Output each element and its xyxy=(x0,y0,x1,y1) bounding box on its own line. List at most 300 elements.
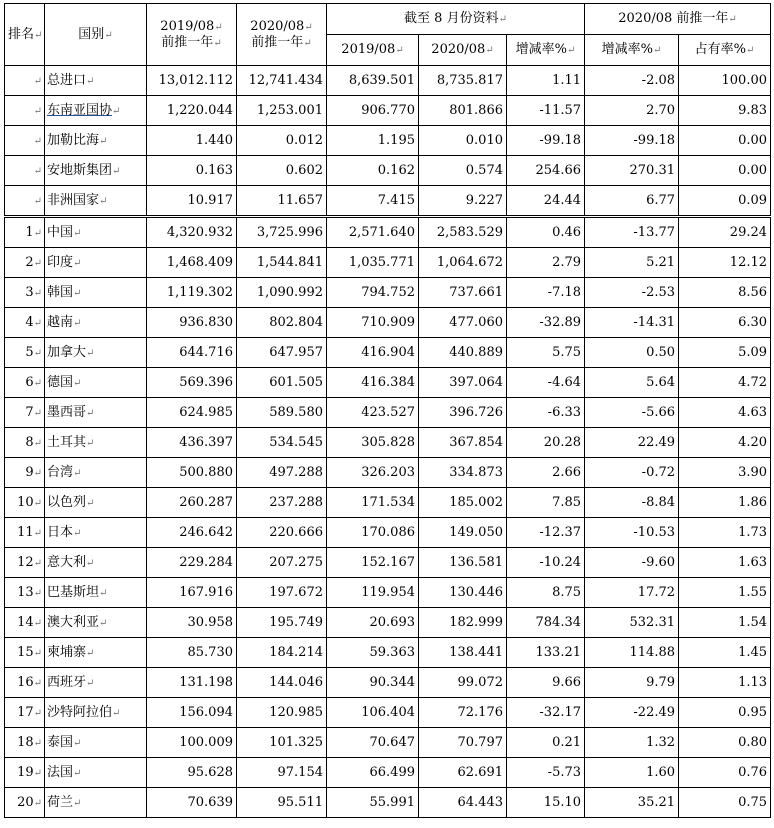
share-cell: 1.73 xyxy=(679,518,771,548)
rank-cell: 17↵ xyxy=(5,698,45,728)
ytd2020-cell: 62.691 xyxy=(419,758,507,788)
header-trailing-change: 增减率%↵ xyxy=(585,35,679,66)
country-cell: 巴基斯坦↵ xyxy=(45,578,147,608)
header-2019-line1: 2019/08 xyxy=(160,18,215,34)
ytd-change-cell: 9.66 xyxy=(507,668,585,698)
rank-cell xyxy=(5,186,45,217)
mark: ↵ xyxy=(73,527,82,539)
change-cell: 35.21 xyxy=(585,788,679,818)
ytd-change-cell: 2.79 xyxy=(507,248,585,278)
y2020-cell: 589.580 xyxy=(237,398,327,428)
mark: ↵ xyxy=(33,707,42,719)
share-cell: 0.00 xyxy=(679,156,771,186)
mark: ↵ xyxy=(33,467,42,479)
y2020-cell: 95.511 xyxy=(237,788,327,818)
ytd2019-cell: 710.909 xyxy=(327,308,419,338)
mark: ↵ xyxy=(33,767,42,779)
rank-cell xyxy=(5,126,45,156)
country-cell: 以色列↵ xyxy=(45,488,147,518)
share-cell: 1.45 xyxy=(679,638,771,668)
ytd2020-cell: 70.797 xyxy=(419,728,507,758)
ytd-change-cell: 0.21 xyxy=(507,728,585,758)
share-cell: 0.80 xyxy=(679,728,771,758)
import-statistics-table xyxy=(4,3,771,818)
ytd2020-cell: 72.176 xyxy=(419,698,507,728)
y2020-cell: 197.672 xyxy=(237,578,327,608)
y2020-cell: 1,090.992 xyxy=(237,278,327,308)
header-2020-line1: 2020/08 xyxy=(250,18,305,34)
share-cell: 12.12 xyxy=(679,248,771,278)
y2019-cell: 229.284 xyxy=(147,548,237,578)
header-row-1 xyxy=(5,4,771,35)
ytd2020-cell: 130.446 xyxy=(419,578,507,608)
y2020-cell: 647.957 xyxy=(237,338,327,368)
header-ytd-2020: 2020/08↵ xyxy=(419,35,507,66)
change-cell: 9.79 xyxy=(585,668,679,698)
mark: ↵ xyxy=(86,347,95,359)
ytd2019-cell: 1,035.771 xyxy=(327,248,419,278)
ytd2019-cell: 170.086 xyxy=(327,518,419,548)
ytd2020-cell: 477.060 xyxy=(419,308,507,338)
rank-cell xyxy=(5,156,45,186)
ytd-change-cell: -5.73 xyxy=(507,758,585,788)
table-row xyxy=(5,578,771,608)
ytd2020-cell: 440.889 xyxy=(419,338,507,368)
mark: ↵ xyxy=(33,617,42,629)
y2020-cell: 802.804 xyxy=(237,308,327,338)
rank-cell: 11↵ xyxy=(5,518,45,548)
ytd-change-cell: 254.66 xyxy=(507,156,585,186)
ytd2020-cell: 801.866 xyxy=(419,96,507,126)
table-row xyxy=(5,278,771,308)
ytd-change-cell: 24.44 xyxy=(507,186,585,217)
table-row xyxy=(5,248,771,278)
share-cell: 1.13 xyxy=(679,668,771,698)
table-row xyxy=(5,728,771,758)
ytd-change-cell: -4.64 xyxy=(507,368,585,398)
mark: ↵ xyxy=(33,135,42,147)
ytd2020-cell: 182.999 xyxy=(419,608,507,638)
mark: ↵ xyxy=(86,647,95,659)
mark: ↵ xyxy=(746,45,755,56)
ytd2020-cell: 149.050 xyxy=(419,518,507,548)
country-cell: 非洲国家↵ xyxy=(45,186,147,217)
y2019-cell: 624.985 xyxy=(147,398,237,428)
y2020-cell: 101.325 xyxy=(237,728,327,758)
summary-row xyxy=(5,66,771,96)
mark: ↵ xyxy=(86,407,95,419)
change-cell: -99.18 xyxy=(585,126,679,156)
ytd2019-cell: 2,571.640 xyxy=(327,217,419,248)
y2019-cell: 10.917 xyxy=(147,186,237,217)
rank-cell: 8↵ xyxy=(5,428,45,458)
rank-cell: 18↵ xyxy=(5,728,45,758)
y2019-cell: 95.628 xyxy=(147,758,237,788)
ytd-change-cell: -32.89 xyxy=(507,308,585,338)
mark: ↵ xyxy=(653,45,662,56)
y2020-cell: 11.657 xyxy=(237,186,327,217)
rank-cell: 9↵ xyxy=(5,458,45,488)
ytd2019-cell: 55.991 xyxy=(327,788,419,818)
ytd2019-cell: 152.167 xyxy=(327,548,419,578)
share-cell: 4.72 xyxy=(679,368,771,398)
ytd-change-cell: 133.21 xyxy=(507,638,585,668)
change-cell: 532.31 xyxy=(585,608,679,638)
ytd2020-cell: 0.010 xyxy=(419,126,507,156)
ytd-change-cell: 5.75 xyxy=(507,338,585,368)
ytd2019-cell: 90.344 xyxy=(327,668,419,698)
change-cell: -22.49 xyxy=(585,698,679,728)
ytd2020-cell: 138.441 xyxy=(419,638,507,668)
ytd2020-cell: 0.574 xyxy=(419,156,507,186)
table-row xyxy=(5,758,771,788)
mark: ↵ xyxy=(485,45,494,56)
country-cell: 荷兰↵ xyxy=(45,788,147,818)
ytd2020-cell: 1,064.672 xyxy=(419,248,507,278)
y2019-cell: 260.287 xyxy=(147,488,237,518)
share-cell: 1.86 xyxy=(679,488,771,518)
mark: ↵ xyxy=(34,29,43,41)
mark: ↵ xyxy=(112,105,121,117)
mark: ↵ xyxy=(33,587,42,599)
country-cell: 澳大利亚↵ xyxy=(45,608,147,638)
table-row xyxy=(5,668,771,698)
mark: ↵ xyxy=(33,317,42,329)
rank-cell xyxy=(5,96,45,126)
country-cell: 德国↵ xyxy=(45,368,147,398)
ytd2019-cell: 305.828 xyxy=(327,428,419,458)
y2019-cell: 569.396 xyxy=(147,368,237,398)
header-country: 国别↵ xyxy=(45,4,147,66)
ytd-change-cell: -10.24 xyxy=(507,548,585,578)
rank-cell: 1↵ xyxy=(5,217,45,248)
change-cell: -10.53 xyxy=(585,518,679,548)
rank-cell: 3↵ xyxy=(5,278,45,308)
country-cell: 韩国↵ xyxy=(45,278,147,308)
ytd2020-cell: 64.443 xyxy=(419,788,507,818)
mark: ↵ xyxy=(104,29,113,41)
y2019-cell: 4,320.932 xyxy=(147,217,237,248)
mark: ↵ xyxy=(33,227,42,239)
table-row xyxy=(5,398,771,428)
rank-cell: 12↵ xyxy=(5,548,45,578)
mark: ↵ xyxy=(33,287,42,299)
y2019-cell: 1,119.302 xyxy=(147,278,237,308)
share-cell: 100.00 xyxy=(679,66,771,96)
ytd-change-cell: 20.28 xyxy=(507,428,585,458)
country-cell: 加拿大↵ xyxy=(45,338,147,368)
mark: ↵ xyxy=(86,677,95,689)
ytd-change-cell: 15.10 xyxy=(507,788,585,818)
share-cell: 8.56 xyxy=(679,278,771,308)
share-cell: 0.75 xyxy=(679,788,771,818)
ytd2020-cell: 136.581 xyxy=(419,548,507,578)
mark: ↵ xyxy=(86,75,95,87)
country-cell: 沙特阿拉伯↵ xyxy=(45,698,147,728)
ytd2019-cell: 106.404 xyxy=(327,698,419,728)
mark: ↵ xyxy=(73,797,82,809)
y2019-cell: 1.440 xyxy=(147,126,237,156)
y2020-cell: 184.214 xyxy=(237,638,327,668)
ytd-change-cell: 2.66 xyxy=(507,458,585,488)
ytd-change-cell: -32.17 xyxy=(507,698,585,728)
table-body xyxy=(5,66,771,818)
mark: ↵ xyxy=(73,317,82,329)
table-row xyxy=(5,428,771,458)
table-row xyxy=(5,217,771,248)
ytd-change-cell: 784.34 xyxy=(507,608,585,638)
mark: ↵ xyxy=(73,377,82,389)
rank-cell: 4↵ xyxy=(5,308,45,338)
header-2020-line2: 前推一年 xyxy=(251,34,304,50)
ytd-change-cell: -6.33 xyxy=(507,398,585,428)
ytd2019-cell: 0.162 xyxy=(327,156,419,186)
change-cell: 1.60 xyxy=(585,758,679,788)
rank-cell: 7↵ xyxy=(5,398,45,428)
change-cell: 22.49 xyxy=(585,428,679,458)
y2019-cell: 100.009 xyxy=(147,728,237,758)
change-cell: -2.53 xyxy=(585,278,679,308)
y2020-cell: 144.046 xyxy=(237,668,327,698)
mark: ↵ xyxy=(395,45,404,56)
change-cell: 2.70 xyxy=(585,96,679,126)
share-cell: 9.83 xyxy=(679,96,771,126)
country-cell: 土耳其↵ xyxy=(45,428,147,458)
mark: ↵ xyxy=(73,227,82,239)
ytd2020-cell: 8,735.817 xyxy=(419,66,507,96)
ytd2019-cell: 171.534 xyxy=(327,488,419,518)
y2019-cell: 70.639 xyxy=(147,788,237,818)
mark: ↵ xyxy=(33,407,42,419)
ytd-change-cell: 8.75 xyxy=(507,578,585,608)
mark: ↵ xyxy=(214,21,223,33)
header-ytd-group: 截至 8 月份资料↵ xyxy=(327,4,585,35)
ytd2019-cell: 1.195 xyxy=(327,126,419,156)
ytd2019-cell: 423.527 xyxy=(327,398,419,428)
country-cell: 墨西哥↵ xyxy=(45,398,147,428)
y2019-cell: 1,468.409 xyxy=(147,248,237,278)
y2020-cell: 3,725.996 xyxy=(237,217,327,248)
change-cell: 114.88 xyxy=(585,638,679,668)
mark: ↵ xyxy=(303,37,312,49)
summary-row xyxy=(5,126,771,156)
rank-cell: 2↵ xyxy=(5,248,45,278)
header-share: 占有率%↵ xyxy=(679,35,771,66)
share-cell: 0.76 xyxy=(679,758,771,788)
ytd-change-cell: 7.85 xyxy=(507,488,585,518)
country-cell: 加勒比海↵ xyxy=(45,126,147,156)
ytd2019-cell: 326.203 xyxy=(327,458,419,488)
ytd2019-cell: 794.752 xyxy=(327,278,419,308)
mark: ↵ xyxy=(86,437,95,449)
mark: ↵ xyxy=(73,257,82,269)
share-cell: 1.54 xyxy=(679,608,771,638)
header-2019-line2: 前推一年 xyxy=(161,34,214,50)
mark: ↵ xyxy=(213,37,222,49)
rank-cell: 5↵ xyxy=(5,338,45,368)
y2019-cell: 1,220.044 xyxy=(147,96,237,126)
change-cell: -2.08 xyxy=(585,66,679,96)
change-cell: -13.77 xyxy=(585,217,679,248)
y2019-cell: 936.830 xyxy=(147,308,237,338)
rank-cell: 6↵ xyxy=(5,368,45,398)
rank-cell: 10↵ xyxy=(5,488,45,518)
mark: ↵ xyxy=(33,557,42,569)
table-row xyxy=(5,458,771,488)
change-cell: -14.31 xyxy=(585,308,679,338)
change-cell: -5.66 xyxy=(585,398,679,428)
country-cell: 安地斯集团↵ xyxy=(45,156,147,186)
ytd-change-cell: -12.37 xyxy=(507,518,585,548)
mark: ↵ xyxy=(73,467,82,479)
country-cell: 台湾↵ xyxy=(45,458,147,488)
change-cell: 6.77 xyxy=(585,186,679,217)
share-cell: 1.55 xyxy=(679,578,771,608)
country-cell: 泰国↵ xyxy=(45,728,147,758)
ytd2019-cell: 70.647 xyxy=(327,728,419,758)
mark: ↵ xyxy=(498,14,507,25)
ytd2020-cell: 9.227 xyxy=(419,186,507,217)
ytd-change-cell: -7.18 xyxy=(507,278,585,308)
table-row xyxy=(5,788,771,818)
y2020-cell: 97.154 xyxy=(237,758,327,788)
y2019-cell: 30.958 xyxy=(147,608,237,638)
y2020-cell: 0.012 xyxy=(237,126,327,156)
country-cell: 柬埔寨↵ xyxy=(45,638,147,668)
mark: ↵ xyxy=(33,257,42,269)
mark: ↵ xyxy=(33,437,42,449)
mark: ↵ xyxy=(33,347,42,359)
share-cell: 0.09 xyxy=(679,186,771,217)
table-row xyxy=(5,608,771,638)
rank-cell: 19↵ xyxy=(5,758,45,788)
y2019-cell: 167.916 xyxy=(147,578,237,608)
change-cell: -9.60 xyxy=(585,548,679,578)
mark: ↵ xyxy=(304,21,313,33)
y2020-cell: 601.505 xyxy=(237,368,327,398)
y2020-cell: 220.666 xyxy=(237,518,327,548)
rank-cell: 16↵ xyxy=(5,668,45,698)
ytd2019-cell: 416.904 xyxy=(327,338,419,368)
y2020-cell: 207.275 xyxy=(237,548,327,578)
mark: ↵ xyxy=(33,647,42,659)
summary-row xyxy=(5,186,771,217)
mark: ↵ xyxy=(728,14,737,25)
y2019-cell: 436.397 xyxy=(147,428,237,458)
header-ytd-change: 增减率%↵ xyxy=(507,35,585,66)
share-cell: 3.90 xyxy=(679,458,771,488)
table-row xyxy=(5,308,771,338)
change-cell: 5.64 xyxy=(585,368,679,398)
mark: ↵ xyxy=(33,75,42,87)
share-cell: 29.24 xyxy=(679,217,771,248)
country-cell: 西班牙↵ xyxy=(45,668,147,698)
ytd2020-cell: 396.726 xyxy=(419,398,507,428)
y2020-cell: 195.749 xyxy=(237,608,327,638)
rank-cell: 14↵ xyxy=(5,608,45,638)
ytd-change-cell: 1.11 xyxy=(507,66,585,96)
ytd2019-cell: 59.363 xyxy=(327,638,419,668)
change-cell: 270.31 xyxy=(585,156,679,186)
table-row xyxy=(5,488,771,518)
ytd-change-cell: 0.46 xyxy=(507,217,585,248)
share-cell: 1.63 xyxy=(679,548,771,578)
ytd2020-cell: 185.002 xyxy=(419,488,507,518)
table-row xyxy=(5,548,771,578)
mark: ↵ xyxy=(99,587,108,599)
header-2020-trailing xyxy=(237,4,327,66)
summary-row xyxy=(5,96,771,126)
share-cell: 4.20 xyxy=(679,428,771,458)
table-row xyxy=(5,518,771,548)
mark: ↵ xyxy=(73,737,82,749)
change-cell: 1.32 xyxy=(585,728,679,758)
y2020-cell: 12,741.434 xyxy=(237,66,327,96)
country-cell: 日本↵ xyxy=(45,518,147,548)
rank-cell: 15↵ xyxy=(5,638,45,668)
ytd2019-cell: 66.499 xyxy=(327,758,419,788)
ytd2020-cell: 334.873 xyxy=(419,458,507,488)
ytd2019-cell: 7.415 xyxy=(327,186,419,217)
mark: ↵ xyxy=(33,677,42,689)
y2020-cell: 497.288 xyxy=(237,458,327,488)
table-row xyxy=(5,368,771,398)
ytd2019-cell: 119.954 xyxy=(327,578,419,608)
mark: ↵ xyxy=(33,377,42,389)
table-row xyxy=(5,698,771,728)
ytd2019-cell: 8,639.501 xyxy=(327,66,419,96)
rank-cell: 13↵ xyxy=(5,578,45,608)
mark: ↵ xyxy=(99,135,108,147)
mark: ↵ xyxy=(33,105,42,117)
country-cell: 东南亚国协↵ xyxy=(45,96,147,126)
y2020-cell: 237.288 xyxy=(237,488,327,518)
mark: ↵ xyxy=(33,497,42,509)
country-cell: 意大利↵ xyxy=(45,548,147,578)
mark: ↵ xyxy=(566,45,576,56)
mark: ↵ xyxy=(33,165,42,177)
mark: ↵ xyxy=(112,165,121,177)
share-cell: 6.30 xyxy=(679,308,771,338)
mark: ↵ xyxy=(33,195,42,207)
header-trailing-group: 2020/08 前推一年↵ xyxy=(585,4,771,35)
y2020-cell: 1,544.841 xyxy=(237,248,327,278)
mark: ↵ xyxy=(99,617,108,629)
mark: ↵ xyxy=(86,497,95,509)
ytd-change-cell: -99.18 xyxy=(507,126,585,156)
change-cell: -8.84 xyxy=(585,488,679,518)
y2019-cell: 156.094 xyxy=(147,698,237,728)
country-cell: 法国↵ xyxy=(45,758,147,788)
country-cell: 越南↵ xyxy=(45,308,147,338)
ytd2019-cell: 20.693 xyxy=(327,608,419,638)
mark: ↵ xyxy=(73,767,82,779)
table-row xyxy=(5,338,771,368)
y2020-cell: 534.545 xyxy=(237,428,327,458)
y2020-cell: 120.985 xyxy=(237,698,327,728)
header-rank: 排名↵ xyxy=(5,4,45,66)
mark: ↵ xyxy=(86,557,95,569)
mark: ↵ xyxy=(73,287,82,299)
country-cell: 印度↵ xyxy=(45,248,147,278)
country-cell: 总进口↵ xyxy=(45,66,147,96)
table-row xyxy=(5,638,771,668)
ytd2020-cell: 2,583.529 xyxy=(419,217,507,248)
y2019-cell: 246.642 xyxy=(147,518,237,548)
ytd2019-cell: 906.770 xyxy=(327,96,419,126)
change-cell: 5.21 xyxy=(585,248,679,278)
change-cell: 17.72 xyxy=(585,578,679,608)
